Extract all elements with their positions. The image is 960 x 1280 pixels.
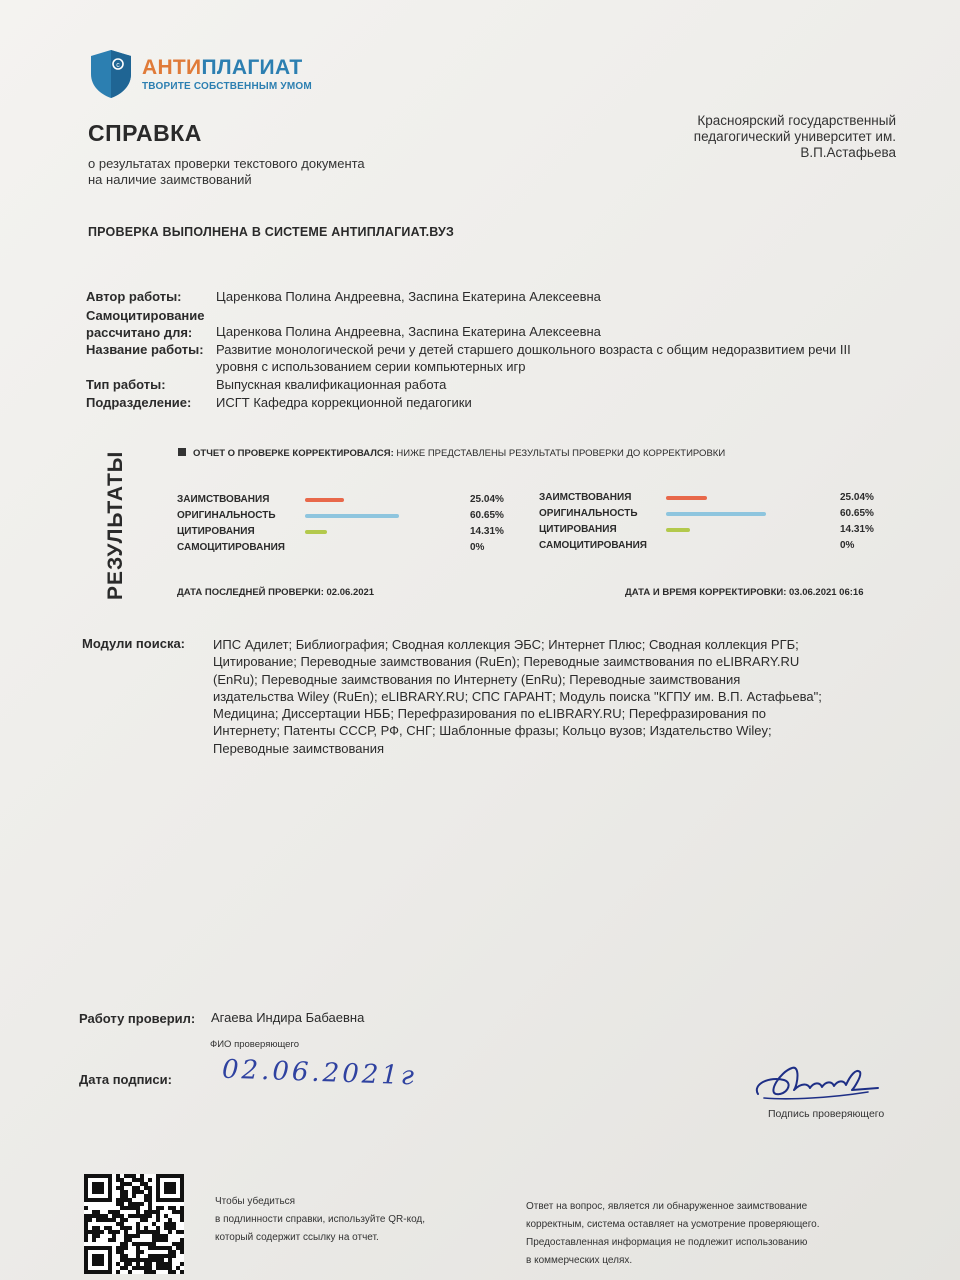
qr-note (215, 1193, 425, 1247)
modules-line: ИПС Адилет; Библиография; Сводная коллекция ЭБС; Интернет Плюс; Сводная коллекция РГБ; (213, 637, 799, 652)
signature-icon (750, 1054, 885, 1106)
before-metric-label: ЗАИМСТВОВАНИЯ (177, 494, 270, 505)
subtitle-line: на наличие заимствований (88, 172, 252, 187)
university-line: педагогический университет им. (693, 129, 896, 144)
shield-icon (88, 48, 134, 100)
before-metric-bar (305, 498, 344, 502)
before-metric-bar (305, 530, 327, 534)
work-title-label: Название работы: (86, 342, 204, 357)
disclaimer-line: в коммерческих целях. (526, 1255, 633, 1266)
before-metric-value: 0% (470, 542, 485, 553)
logo-slogan: ТВОРИТЕ СОБСТВЕННЫМ УМОМ (142, 81, 312, 92)
note-rest: НИЖЕ ПРЕДСТАВЛЕНЫ РЕЗУЛЬТАТЫ ПРОВЕРКИ ДО КОРРЕКТИРОВКИ (393, 448, 726, 459)
logo-wordmark-part2: ПЛАГИАТ (201, 56, 303, 79)
results-vertical-title: РЕЗУЛЬТАТЫ (104, 450, 127, 600)
university-line: В.П.Астафьева (800, 145, 896, 160)
work-title-value: Развитие монологической речи у детей старшего дошкольного возраста с общим недоразвитием речи III уровня с использованием серии компьютерных игр (216, 342, 851, 374)
before-metric-value: 14.31% (470, 526, 504, 537)
modules-line: издательства Wiley (RuEn); eLIBRARY.RU; СПС ГАРАНТ; Модуль поиска "КГПУ им. В.П. Астафьева"; (213, 688, 822, 704)
correction-datetime: ДАТА И ВРЕМЯ КОРРЕКТИРОВКИ: 03.06.2021 06:16 (625, 587, 864, 598)
system-line: ПРОВЕРКА ВЫПОЛНЕНА В СИСТЕМЕ АНТИПЛАГИАТ.ВУЗ (88, 225, 455, 239)
department-label: Подразделение: (86, 395, 192, 410)
checker-label: Работу проверил: (79, 1011, 196, 1026)
qr-code-icon (84, 1174, 184, 1274)
modules-line: Переводные заимствования (213, 740, 384, 756)
logo-wordmark-part1: АНТИ (142, 56, 202, 79)
after-metric-value: 14.31% (840, 524, 874, 535)
modules-label: Модули поиска: (82, 636, 186, 651)
after-metric-value: 0% (840, 540, 855, 551)
signature-caption: Подпись проверяющего (768, 1108, 885, 1120)
author-value: Царенкова Полина Андреевна, Заспина Екатерина Алексеевна (216, 289, 601, 304)
qr-note-line: который содержит ссылку на отчет. (215, 1232, 379, 1243)
modules-list (213, 636, 903, 757)
selfcite-label-line1: Самоцитирование (86, 308, 205, 323)
note-bold: ОТЧЕТ О ПРОВЕРКЕ КОРРЕКТИРОВАЛСЯ: (193, 448, 394, 459)
department-value: ИСГТ Кафедра коррекционной педагогики (216, 395, 472, 410)
qr-note-line: в подлинности справки, используйте QR-код, (215, 1214, 426, 1225)
qr-note-line: Чтобы убедиться (215, 1196, 296, 1207)
sign-date-label: Дата подписи: (79, 1072, 172, 1087)
after-metric-bar (666, 528, 690, 532)
before-metric-value: 60.65% (470, 510, 504, 521)
checker-name: Агаева Индира Бабаевна (211, 1010, 365, 1025)
subtitle-line: о результатах проверки текстового документа (88, 156, 365, 171)
after-metric-bar (666, 496, 707, 500)
work-type-label: Тип работы: (86, 377, 166, 392)
before-metric-label: ЦИТИРОВАНИЯ (177, 526, 255, 537)
disclaimer-line: Предоставленная информация не подлежит использованию (526, 1237, 808, 1248)
logo-wordmark (142, 56, 303, 80)
after-metric-label: ЦИТИРОВАНИЯ (539, 524, 617, 535)
svg-text:c: c (116, 62, 120, 69)
report-corrected-note (178, 448, 725, 459)
note-square-icon (178, 448, 186, 456)
after-metric-value: 60.65% (840, 508, 874, 519)
before-metric-value: 25.04% (470, 494, 504, 505)
university-line: Красноярский государственный (697, 113, 896, 128)
university-name (694, 113, 896, 161)
selfcite-label (86, 307, 211, 341)
after-metric-value: 25.04% (840, 492, 874, 503)
disclaimer (526, 1198, 906, 1270)
disclaimer-line: корректным, система оставляет на усмотрение проверяющего. (526, 1219, 820, 1230)
author-label: Автор работы: (86, 289, 182, 304)
last-check-date: ДАТА ПОСЛЕДНЕЙ ПРОВЕРКИ: 02.06.2021 (177, 587, 375, 598)
handwritten-date: 02.06.2021г (221, 1054, 418, 1092)
before-metric-bar (305, 514, 399, 518)
document-title: СПРАВКА (88, 120, 202, 146)
after-metric-label: ОРИГИНАЛЬНОСТЬ (539, 508, 638, 519)
disclaimer-line: Ответ на вопрос, является ли обнаруженное заимствование (526, 1201, 808, 1212)
before-metric-label: САМОЦИТИРОВАНИЯ (177, 542, 285, 553)
after-metric-label: САМОЦИТИРОВАНИЯ (539, 540, 647, 551)
modules-line: (EnRu); Переводные заимствования по Интернету (EnRu); Переводные заимствования (213, 671, 741, 687)
selfcite-value: Царенкова Полина Андреевна, Заспина Екатерина Алексеевна (216, 324, 601, 339)
selfcite-label-line2: рассчитано для: (86, 325, 193, 340)
document-subtitle (88, 156, 365, 188)
after-metric-label: ЗАИМСТВОВАНИЯ (539, 492, 632, 503)
checker-caption: ФИО проверяющего (210, 1039, 299, 1050)
work-type-value: Выпускная квалификационная работа (216, 377, 447, 392)
after-metric-bar (666, 512, 766, 516)
modules-line: Медицина; Диссертации НББ; Перефразирования по eLIBRARY.RU; Перефразирования по (213, 706, 766, 722)
modules-line: Цитирование; Переводные заимствования (RuEn); Переводные заимствования по eLIBRARY.RU (213, 654, 800, 670)
modules-line: Интернету; Патенты СССР, РФ, СНГ; Шаблонные фразы; Кольцо вузов; Издательство Wiley; (213, 723, 772, 739)
before-metric-label: ОРИГИНАЛЬНОСТЬ (177, 510, 276, 521)
